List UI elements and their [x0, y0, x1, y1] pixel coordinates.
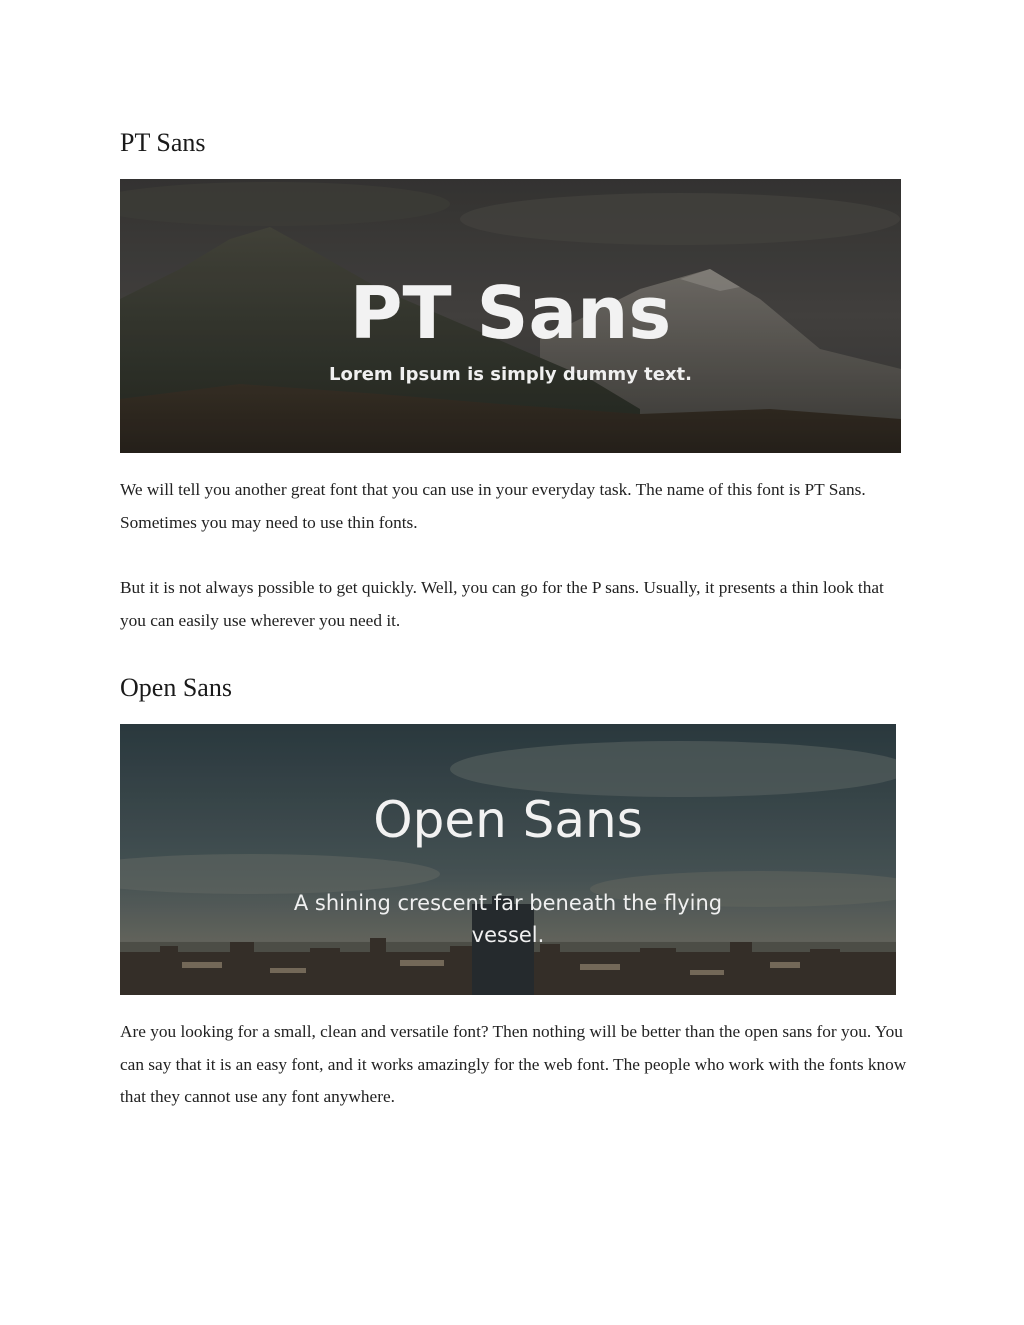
- section-heading-pt-sans: PT Sans: [120, 128, 206, 157]
- pt-sans-paragraph-2: But it is not always possible to get quickly. Well, you can go for the P sans. Usually, it presents a thin look that you can easily use wherever you need it.: [120, 578, 884, 630]
- pt-sans-banner-subtitle: Lorem Ipsum is simply dummy text.: [329, 364, 692, 385]
- open-sans-paragraph-1: Are you looking for a small, clean and versatile font? Then nothing will be better than the open sans for you. You can say that it is an easy font, and it works amazingly for the web font. The people who work with the fonts know that they cannot use any font anywhere.: [120, 1022, 907, 1106]
- pt-sans-banner-image: [120, 179, 901, 453]
- open-sans-banner-image: [120, 724, 896, 995]
- pt-sans-banner-title: PT Sans: [349, 271, 672, 355]
- city-skyline-illustration: [120, 724, 896, 995]
- section-heading-open-sans: Open Sans: [120, 673, 232, 702]
- open-sans-banner-title: Open Sans: [373, 791, 643, 849]
- open-sans-banner-subtitle-line2: vessel.: [471, 923, 545, 947]
- pt-sans-paragraph-1: We will tell you another great font that you can use in your everyday task. The name of this font is PT Sans. Sometimes you may need to use thin fonts.: [120, 480, 866, 532]
- open-sans-banner-subtitle-line1: A shining crescent far beneath the flying: [293, 891, 723, 915]
